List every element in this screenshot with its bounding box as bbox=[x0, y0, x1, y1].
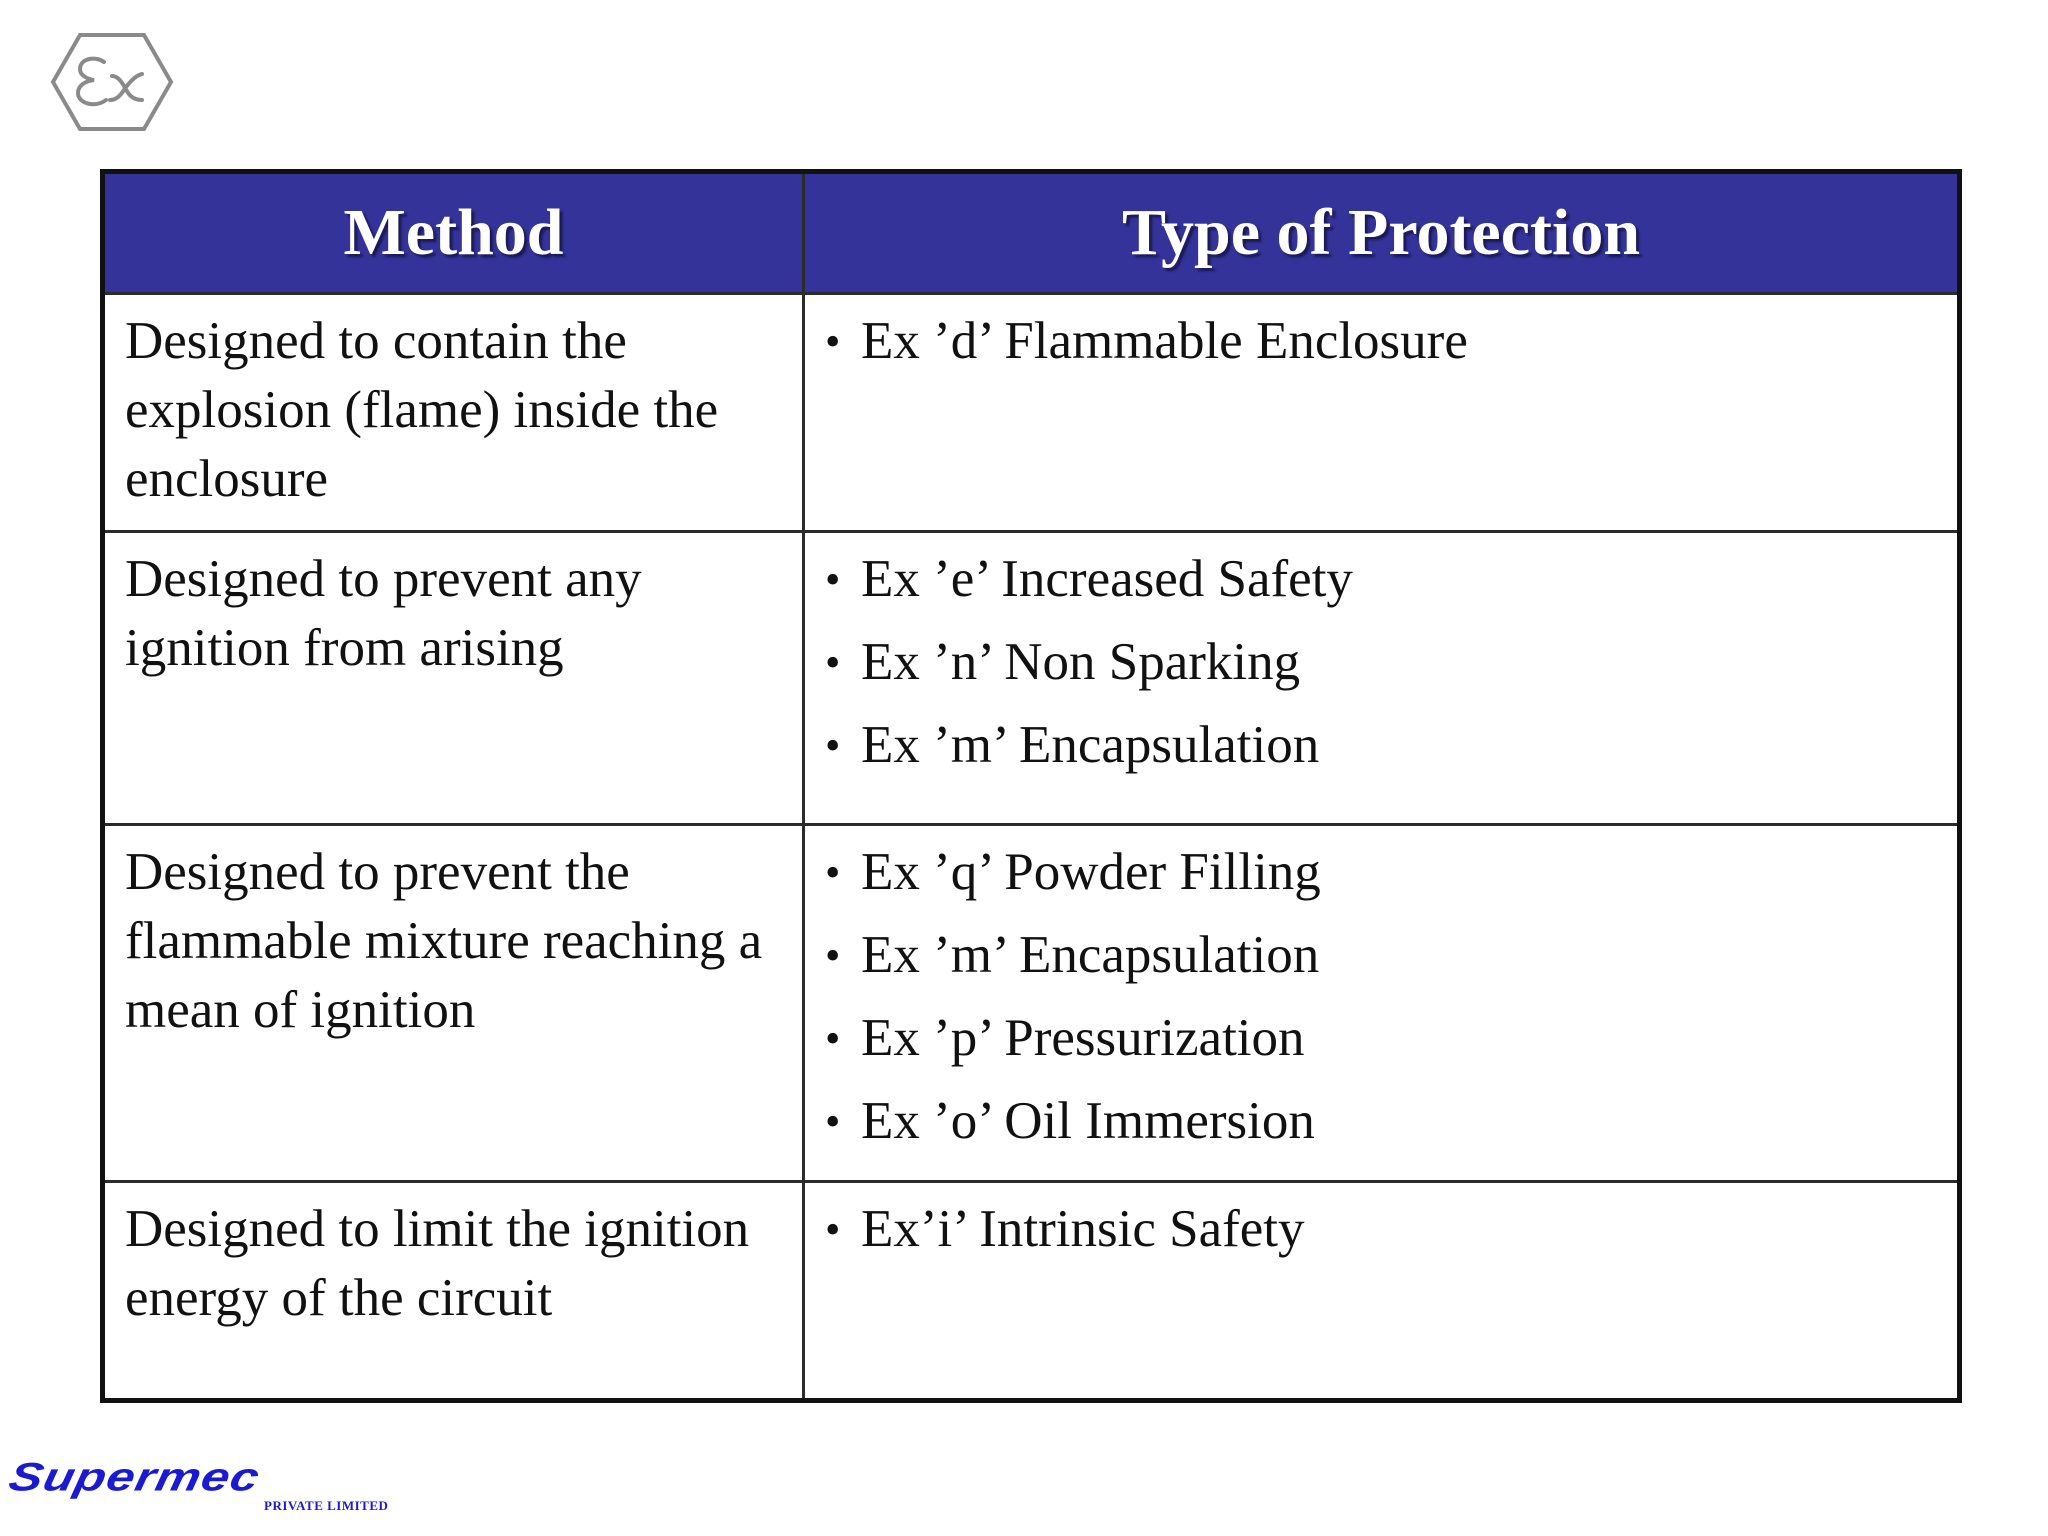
table-row bbox=[103, 825, 1960, 1181]
types-list bbox=[825, 545, 1947, 780]
method-cell: Designed to prevent the flammable mixture reaching a mean of ignition bbox=[103, 825, 804, 1181]
list-item: • Ex ’m’ Encapsulation bbox=[825, 716, 1320, 775]
table-row bbox=[103, 1181, 1960, 1400]
header-method: Method bbox=[103, 172, 804, 294]
list-item: • Ex ’q’ Powder Filling bbox=[825, 843, 1321, 902]
table-row bbox=[103, 294, 1960, 532]
ex-hexagon-icon bbox=[50, 32, 174, 132]
method-cell: Designed to prevent any ignition from arising bbox=[103, 532, 804, 825]
brand-name: Supermec bbox=[4, 1454, 265, 1500]
list-item: • Ex ’n’ Non Sparking bbox=[825, 633, 1301, 692]
list-item: • Ex ’m’ Encapsulation bbox=[825, 926, 1320, 985]
table-row bbox=[103, 532, 1960, 825]
list-item: • Ex’i’ Intrinsic Safety bbox=[825, 1199, 1305, 1258]
method-cell: Designed to limit the ignition energy of the circuit bbox=[103, 1181, 804, 1400]
types-list bbox=[825, 307, 1947, 376]
list-item: • Ex ’e’ Increased Safety bbox=[825, 550, 1353, 609]
supermec-logo bbox=[4, 1454, 454, 1517]
list-item: • Ex ’p’ Pressurization bbox=[825, 1009, 1305, 1068]
types-cell bbox=[804, 532, 1960, 825]
protection-methods-table bbox=[100, 169, 1962, 1403]
types-list bbox=[825, 1195, 1947, 1264]
types-cell bbox=[804, 294, 1960, 532]
table-header-row bbox=[103, 172, 1960, 294]
header-type-of-protection: Type of Protection bbox=[804, 172, 1960, 294]
types-cell bbox=[804, 825, 1960, 1181]
list-item: • Ex ’o’ Oil Immersion bbox=[825, 1092, 1315, 1151]
types-cell bbox=[804, 1181, 1960, 1400]
brand-subtitle: PRIVATE LIMITED bbox=[264, 1498, 389, 1513]
types-list bbox=[825, 838, 1947, 1156]
list-item: • Ex ’d’ Flammable Enclosure bbox=[825, 312, 1468, 370]
method-cell: Designed to contain the explosion (flame) inside the enclosure bbox=[103, 294, 804, 532]
